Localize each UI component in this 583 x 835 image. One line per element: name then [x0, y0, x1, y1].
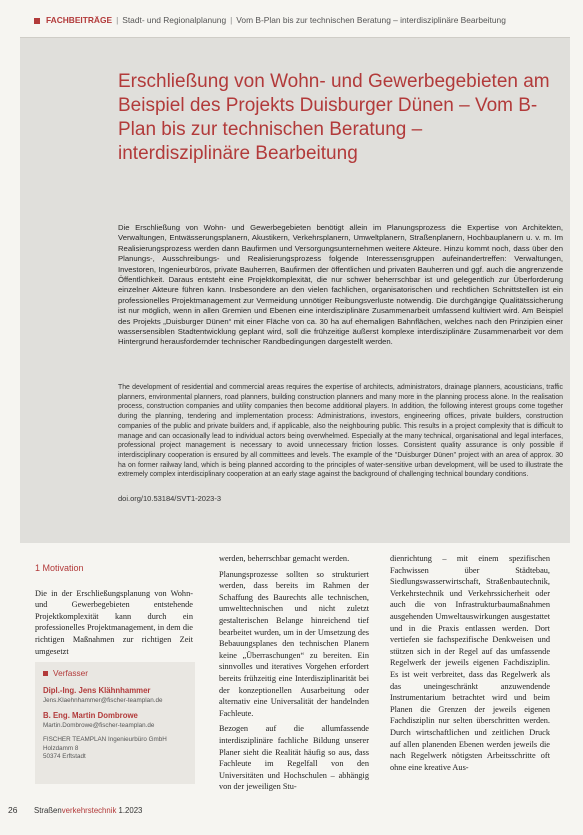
column-3-text: dienrichtung – mit einem spezifischen Fachwissen über Städtebau, Siedlungswasserwirtschaft, Straßenbautechnik, Verkehrstechnik und Verkehrssicherheit oder auch die von Infrastrukturbaumaßnahmen ausgehenden Umweltauswirkungen ausgestattet und in die Praxis entlassen werden. Dort vertiefen sie fachspezifische Denkweisen und stützen sich in der Regel auf das umfassende Regelwerk der jeweils eigenen Fachdisziplin. Es ist weit verbreitet, dass das Regelwerk als das uneingeschränkt anzuwendende Instrumentarium betrachtet wird und beim Planen die Grenzen der jeweils eigenen Fachdisziplin nur selten überschritten werden. Durch wirtschaftlichen und zeitlichen Druck auf allen planenden Ebenen werden jeweils die nach Regelwerk nötigsten Arbeitsschritte oft ohne eine kreative Aus-: [390, 554, 550, 772]
institution-street: Holzdamm 8: [43, 744, 79, 752]
column-2-para-1: werden, beherrschbar gemacht werden.: [219, 554, 350, 563]
institution-name: FISCHER TEAMPLAN Ingenieurbüro GmbH: [43, 736, 167, 743]
column-2-para-2: Planungsprozesse sollten so strukturiert werden, dass bereits im Rahmen der Schaffung des Baurechts alle technischen, umwelttechnischen und nicht zuletzt gestalterischen Belange hinreichend tief bearbeitet wurden, um in der Umsetzung des Bebauungsplanes den technischen Planern keine „Überraschungen“ zu bereiten. Ein sinnvolles und iteratives Vorgehen erfordert bereits frühzeitig eine Interdisziplinarität bei der konzeptionellen Ausarbeitung oder alternativ eine Universalität der handelnden Fachleute.: [219, 569, 369, 718]
section-heading: 1 Motivation: [35, 563, 84, 573]
column-2: [219, 553, 369, 793]
header-tag: FACHBEITRÄGE: [46, 15, 113, 25]
author-1-name: Dipl.-Ing. Jens Klähnhammer: [43, 686, 151, 695]
author-label: Verfasser: [43, 668, 187, 678]
running-header: FACHBEITRÄGE | Stadt- und Regionalplanung | Vom B-Plan bis zur technischen Beratung – interdisziplinäre Bearbeitung: [34, 12, 564, 28]
header-square-icon: [34, 18, 40, 24]
header-section: Stadt- und Regionalplanung: [122, 15, 227, 25]
author-2-email[interactable]: Martin.Dombrowe@fischer-teamplan.de: [43, 722, 155, 729]
doi-link[interactable]: doi.org/10.53184/SVT1-2023-3: [118, 494, 221, 503]
header-subtitle: Vom B-Plan bis zur technischen Beratung – interdisziplinäre Bearbeitung: [236, 15, 506, 25]
article-title: Erschließung von Wohn- und Gewerbegebieten am Beispiel des Projekts Duisburger Dünen – Vom B-Plan bis zur technischen Beratung – interdisziplinäre Bearbeitung: [118, 71, 550, 164]
author-square-icon: [43, 671, 48, 676]
column-2-para-3: Bezogen auf die allumfassende interdisziplinäre fachliche Bildung unserer Planer sieht die Realität häufig so aus, dass Fachleute im Regelfall von den Universitäten und Hochschulen – abhängig von der jeweiligen Stu-: [219, 724, 369, 792]
column-3: [390, 553, 550, 773]
page-number: 26: [8, 805, 18, 815]
author-1-email[interactable]: Jens.Klaehnhammer@fischer-teamplan.de: [43, 697, 163, 704]
institution-city: 50374 Erftstadt: [43, 753, 86, 760]
abstract-german: Die Erschließung von Wohn- und Gewerbegebieten benötigt allein im Planungsprozess die Expertise von Architekten, Verwaltungen, Entwässerungsplanern, Akustikern, Verkehrsplanern, Umweltplanern, Straßenplanern, Hochbauplanern u. v. m. Im Realisierungsprozess werden dann Baufirmen und Versorgungsunternehmen weitere Akteure. Hinzu kommt noch, dass über den Planungs-, Ausschreibungs- und Realisierungsprozess folgende Interessensgruppen aufeinandertreffen: Verwaltungen, Investoren, Ingenieurbüros, private Bauherren, Baufirmen der öffentlichen und privaten Bauherren und ggf. auch die angrenzende Öffentlichkeit. Daraus entsteht eine Projektkomplexität, die nur schwer beherrschbar ist und gelegentlich zur Überforderung einzelner Akteure führen kann. Insbesondere an den vielen fachlichen, organisatorischen und rechtlichen Schnittstellen ist ein professionelles Projektmanagement zur Vermeidung unnötiger Reibungsverluste notwendig. Die durchgängige Qualitätssicherung ist nur möglich, wenn in allen Gremien und Ebenen eine interdisziplinäre Zusammenarbeit umfassend kultiviert wird. Am Beispiel des Projekts „Duisburger Dünen“ mit einer Fläche von ca. 30 ha auf ehemaligen Bahnflächen, welches nach den Prinzipien einer wassersensiblen Stadtentwicklung geplant wird, soll die frühzeitige äußerst komplexe interdisziplinäre Zusammenarbeit vor dem Hintergrund herausfordernder technischer Randbedingungen dargestellt werden.: [118, 223, 563, 347]
column-1-text: Die in der Erschließungsplanung von Wohn- und Gewerbegebieten entstehende Projektkomplexität kann durch ein professionelles Projektmanagement, in dem die richtigen Maßnahmen zur richtigen Zeit umgesetzt: [35, 588, 193, 656]
abstract-english: The development of residential and commercial areas requires the expertise of architects, administrators, drainage planners, acousticians, traffic planners, environmental planners, road planners, building construction planners and many more in the planning process alone. In the realisation process, construction companies and utility companies then become additional players. In addition, the following interest groups come together during the planning, tendering and implementation process: Administrations, investors, engineering offices, private builders, construction companies of the public and private builders and, if applicable, also the neighbouring public. This results in a project complexity that is difficult to manage and can occasionally lead to individual actors being overwhelmed. Especially at the many technical, organisational and legal interfaces, professional project management is necessary to avoid unnecessary friction losses. Consistent quality assurance is only possible if interdisciplinary cooperation is ensured by all committees and levels. The example of the "Duisburger Dünen" project with an area of approx. 30 ha on former railway land, which is being planned according to the principles of water-sensitive urban development, will be used to illustrate the extremely complex interdisciplinary cooperation at an early stage against the background of challenging technical boundary conditions.: [118, 384, 563, 479]
journal-name: Straßenverkehrstechnik 1.2023: [34, 806, 143, 815]
author-2-name: B. Eng. Martin Dombrowe: [43, 711, 138, 720]
column-1: [35, 553, 193, 657]
author-box: [35, 662, 195, 784]
